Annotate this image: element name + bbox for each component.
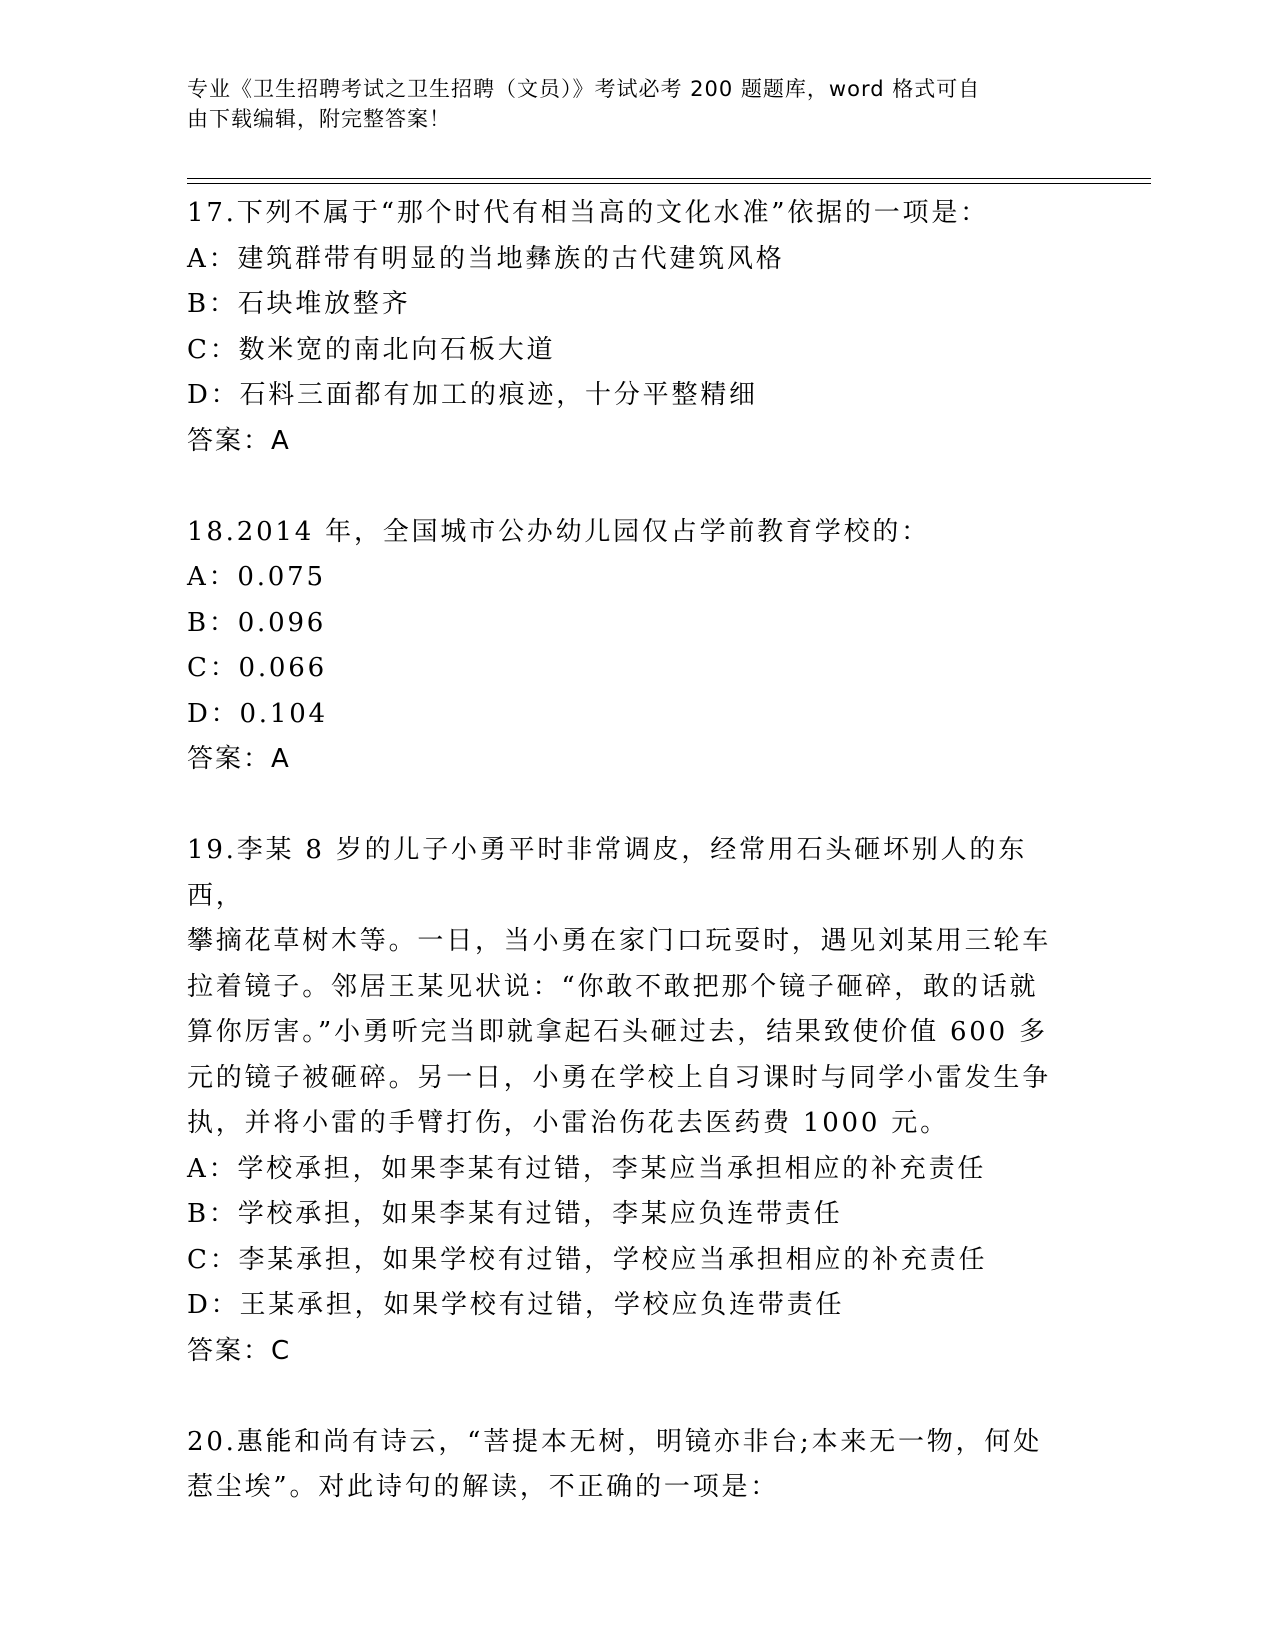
answer-line: 答案：C bbox=[187, 1335, 292, 1366]
option-b: B：0.096 bbox=[187, 607, 327, 638]
question-stem-line: 攀摘花草树木等。一日，当小勇在家门口玩耍时，遇见刘某用三轮车 bbox=[187, 926, 1052, 956]
question-stem: 17.下列不属于“那个时代有相当高的文化水准”依据的一项是： bbox=[187, 198, 989, 228]
question-17 bbox=[187, 191, 1067, 464]
question-stem-line: 元的镜子被砸碎。另一日，小勇在学校上自习课时与同学小雷发生争 bbox=[187, 1062, 1052, 1093]
option-a: A：学校承担，如果李某有过错，李某应当承担相应的补充责任 bbox=[187, 1153, 987, 1184]
header-divider-top bbox=[187, 178, 1151, 179]
option-a: A：建筑群带有明显的当地彝族的古代建筑风格 bbox=[187, 243, 785, 274]
option-c: C：李某承担，如果学校有过错，学校应当承担相应的补充责任 bbox=[187, 1244, 988, 1275]
document-header bbox=[187, 74, 1067, 134]
option-c: C：0.066 bbox=[187, 653, 327, 683]
header-divider-bottom bbox=[187, 183, 1151, 184]
question-stem-line: 执，并将小雷的手臂打伤，小雷治伤花去医药费 1000 元。 bbox=[187, 1108, 949, 1138]
question-spacer bbox=[187, 1374, 1067, 1420]
option-b: B：石块堆放整齐 bbox=[187, 289, 411, 319]
question-stem-line: 惹尘埃”。对此诗句的解读，不正确的一项是： bbox=[187, 1472, 780, 1502]
header-line-2: 由下载编辑，附完整答案！ bbox=[187, 107, 451, 131]
question-stem-line: 20.惠能和尚有诗云，“菩提本无树，明镜亦非台;本来无一物，何处 bbox=[187, 1426, 1043, 1457]
question-list bbox=[187, 191, 1067, 1511]
question-spacer bbox=[187, 464, 1067, 510]
answer-line: 答案：A bbox=[187, 744, 291, 774]
option-d: D：0.104 bbox=[187, 698, 328, 729]
question-stem-line: 拉着镜子。邻居王某见状说：“你敢不敢把那个镜子砸碎，敢的话就 bbox=[187, 971, 1039, 1002]
option-d: D：石料三面都有加工的痕迹，十分平整精细 bbox=[187, 380, 758, 410]
question-stem-line: 19.李某 8 岁的儿子小勇平时非常调皮，经常用石头砸坏别人的东西， bbox=[187, 835, 1028, 911]
question-stem-line: 算你厉害。”小勇听完当即就拿起石头砸过去，结果致使价值 600 多 bbox=[187, 1017, 1048, 1047]
question-18 bbox=[187, 510, 1067, 783]
option-c: C：数米宽的南北向石板大道 bbox=[187, 334, 556, 365]
question-spacer bbox=[187, 783, 1067, 829]
question-19 bbox=[187, 828, 1067, 1374]
question-20 bbox=[187, 1420, 1067, 1511]
answer-line: 答案：A bbox=[187, 425, 291, 456]
question-stem: 18.2014 年，全国城市公办幼儿园仅占学前教育学校的： bbox=[187, 516, 930, 547]
header-line-1: 专业《卫生招聘考试之卫生招聘（文员）》考试必考 200 题题库，word 格式可自 bbox=[187, 77, 981, 101]
option-d: D：王某承担，如果学校有过错，学校应负连带责任 bbox=[187, 1290, 845, 1320]
option-b: B：学校承担，如果李某有过错，李某应负连带责任 bbox=[187, 1199, 843, 1229]
option-a: A：0.075 bbox=[187, 562, 326, 592]
